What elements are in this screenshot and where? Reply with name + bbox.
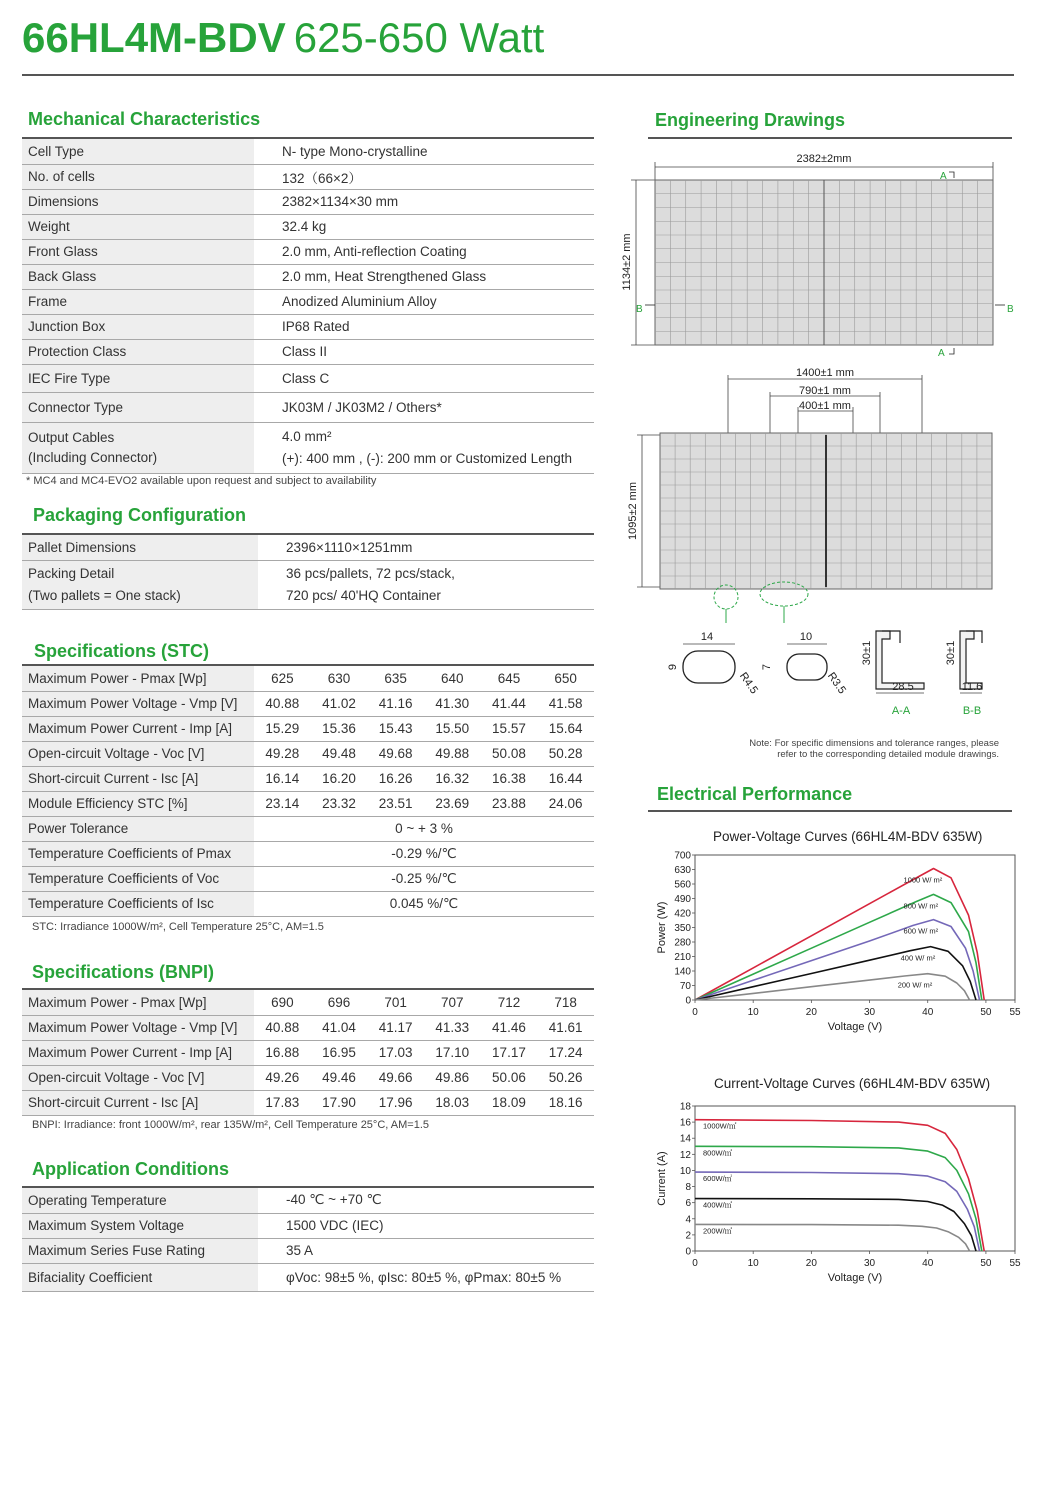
section-arrow [949, 172, 954, 178]
spec-value: 41.16 [367, 691, 424, 716]
y-tick-label: 6 [685, 1198, 691, 1210]
spec-value: 2.0 mm, Heat Strengthened Glass [254, 264, 594, 289]
spec-label: Weight [22, 214, 254, 239]
spec-value: 16.26 [367, 766, 424, 791]
x-tick-label: 10 [747, 1258, 759, 1269]
y-tick-label: 10 [679, 1165, 691, 1177]
spec-value: 50.06 [481, 1065, 538, 1090]
table-row [22, 422, 594, 473]
spec-value: 41.46 [481, 1015, 538, 1040]
table-row [22, 841, 594, 866]
hole2-radius: R3.5 [824, 670, 849, 697]
spec-value: 17.90 [311, 1090, 368, 1115]
frame-bb-label: B-B [962, 705, 982, 717]
section-rule [648, 137, 1012, 139]
bnpi-note: BNPI: Irradiance: front 1000W/m², rear 135W/m², Cell Temperature 25°C, AM=1.5 [32, 1119, 429, 1131]
hole2-height: 7 [761, 663, 773, 671]
y-tick-label: 210 [674, 952, 691, 963]
hole1-height: 9 [667, 663, 679, 671]
spec-value: 630 [311, 666, 368, 691]
spec-value: 41.33 [424, 1015, 481, 1040]
y-tick-label: 4 [685, 1214, 691, 1226]
spec-label: Cell Type [22, 139, 254, 164]
spec-value: 23.14 [254, 791, 311, 816]
spec-value: 696 [311, 990, 368, 1015]
spec-label: Maximum Power Current - Imp [A] [22, 716, 254, 741]
x-tick-label: 20 [805, 1258, 817, 1269]
output-cables-label-1: Output Cables [28, 429, 115, 445]
spec-value: 712 [481, 990, 538, 1015]
table-row [22, 1188, 594, 1213]
spec-value: 49.46 [311, 1065, 368, 1090]
packaging-table [22, 535, 594, 610]
spec-label: Maximum Power Current - Imp [A] [22, 1040, 254, 1065]
spec-value: 49.68 [367, 741, 424, 766]
spec-value: 23.51 [367, 791, 424, 816]
x-tick-label: 55 [1009, 1007, 1021, 1018]
spec-label: Open-circuit Voltage - Voc [V] [22, 741, 254, 766]
spec-value: 17.96 [367, 1090, 424, 1115]
y-axis-label: Current (A) [656, 1151, 668, 1206]
back-dim-1400: 1400±1 mm [795, 367, 855, 379]
table-row [22, 1090, 594, 1115]
table-row [22, 1213, 594, 1238]
spec-label: Maximum Series Fuse Rating [22, 1238, 258, 1263]
spec-value: 16.20 [311, 766, 368, 791]
section-title-bnpi: Specifications (BNPI) [32, 962, 215, 982]
spec-label: No. of cells [22, 164, 254, 189]
spec-value: 15.43 [367, 716, 424, 741]
spec-value: 2.0 mm, Anti-reflection Coating [254, 239, 594, 264]
hole1-width: 14 [700, 631, 714, 643]
spec-value: 17.17 [481, 1040, 538, 1065]
spec-value: 41.02 [311, 691, 368, 716]
section-title-application: Application Conditions [32, 1159, 229, 1179]
table-row [22, 189, 594, 214]
spec-value: 16.95 [311, 1040, 368, 1065]
spec-value: 635 [367, 666, 424, 691]
table-row [22, 535, 594, 560]
table-row [22, 392, 594, 422]
spec-value: 18.03 [424, 1090, 481, 1115]
packing-label-2: (Two pallets = One stack) [28, 587, 181, 603]
table-row [22, 691, 594, 716]
application-table [22, 1188, 594, 1292]
spec-value: 50.28 [537, 741, 594, 766]
x-tick-label: 40 [922, 1258, 934, 1269]
spec-label: Maximum Power Voltage - Vmp [V] [22, 1015, 254, 1040]
spec-value: 0.045 %/℃ [254, 891, 594, 916]
spec-value: 49.28 [254, 741, 311, 766]
spec-value: 23.69 [424, 791, 481, 816]
spec-value: 1500 VDC (IEC) [258, 1213, 594, 1238]
pallet-value: 2396×1110×1251mm [258, 535, 594, 560]
back-dim-400: 400±1 mm [799, 400, 851, 412]
output-cables-value-2: (+): 400 mm , (-): 200 mm or Customized Length [282, 450, 572, 466]
spec-value: Class C [254, 364, 594, 392]
output-cables-label-2: (Including Connector) [28, 449, 158, 465]
x-axis-label: Voltage (V) [827, 1272, 883, 1284]
pv-chart-title: Power-Voltage Curves (66HL4M-BDV 635W) [713, 829, 983, 844]
spec-label: Protection Class [22, 339, 254, 364]
spec-label: Junction Box [22, 314, 254, 339]
spec-value: -0.25 %/℃ [254, 866, 594, 891]
hole2-width: 10 [799, 631, 813, 643]
spec-label: Short-circuit Current - Isc [A] [22, 766, 254, 791]
spec-value: 18.16 [537, 1090, 594, 1115]
table-row [22, 214, 594, 239]
spec-value: 650 [537, 666, 594, 691]
table-row [22, 1238, 594, 1263]
table-row [22, 666, 594, 691]
packing-label [22, 560, 258, 609]
mechanical-note: * MC4 and MC4-EVO2 available upon request and subject to availability [26, 475, 377, 487]
spec-value: -40 ℃ ~ +70 ℃ [258, 1188, 594, 1213]
output-cables-label [22, 422, 254, 473]
spec-label: Module Efficiency STC [%] [22, 791, 254, 816]
spec-value: 2382×1134×30 mm [254, 189, 594, 214]
spec-value: 50.26 [537, 1065, 594, 1090]
spec-value: 16.88 [254, 1040, 311, 1065]
spec-value: 17.83 [254, 1090, 311, 1115]
packing-value-1: 36 pcs/pallets, 72 pcs/stack, [286, 565, 455, 581]
current-voltage-chart [640, 1096, 1030, 1296]
section-marker-a-top: A [940, 171, 947, 182]
series-label: 400W/㎡ [703, 1200, 733, 1210]
y-tick-label: 12 [679, 1149, 691, 1161]
mechanical-table [22, 139, 594, 474]
table-row [22, 1015, 594, 1040]
spec-value: 0 ~ + 3 % [254, 816, 594, 841]
spec-label: Temperature Coefficients of Voc [22, 866, 254, 891]
table-row [22, 990, 594, 1015]
spec-value: 15.36 [311, 716, 368, 741]
spec-value: -0.29 %/℃ [254, 841, 594, 866]
spec-value: 16.38 [481, 766, 538, 791]
series-label: 600W/㎡ [703, 1174, 733, 1184]
section-marker-b-left: B [636, 304, 643, 315]
y-tick-label: 16 [679, 1117, 691, 1129]
x-tick-label: 55 [1009, 1258, 1021, 1269]
iv-chart-title: Current-Voltage Curves (66HL4M-BDV 635W) [714, 1076, 991, 1091]
spec-label: Temperature Coefficients of Isc [22, 891, 254, 916]
y-tick-label: 560 [674, 879, 691, 891]
spec-label: Temperature Coefficients of Pmax [22, 841, 254, 866]
power-range: 625-650 Watt [293, 14, 545, 61]
x-tick-label: 0 [692, 1258, 698, 1269]
spec-value: 718 [537, 990, 594, 1015]
x-tick-label: 40 [922, 1007, 934, 1018]
y-tick-label: 18 [679, 1101, 691, 1113]
x-tick-label: 50 [980, 1258, 992, 1269]
mounting-hole-14x9 [683, 651, 735, 683]
drawing-note-line-1: Note: For specific dimensions and tolerance ranges, please [749, 738, 999, 749]
front-height-label: 1134±2 mm [621, 233, 633, 291]
spec-label: Maximum System Voltage [22, 1213, 258, 1238]
spec-value: 15.57 [481, 716, 538, 741]
output-cables-value-1: 4.0 mm² [282, 428, 332, 444]
spec-value: 49.86 [424, 1065, 481, 1090]
spec-label: Dimensions [22, 189, 254, 214]
spec-value: 625 [254, 666, 311, 691]
spec-value: 41.58 [537, 691, 594, 716]
hole1-radius: R4.5 [736, 670, 761, 697]
series-label: 800W/㎡ [703, 1148, 733, 1158]
spec-label: Maximum Power - Pmax [Wp] [22, 990, 254, 1015]
table-row [22, 289, 594, 314]
table-row [22, 1040, 594, 1065]
table-row [22, 741, 594, 766]
section-marker-a-bottom: A [938, 348, 945, 359]
spec-value: 23.88 [481, 791, 538, 816]
spec-value: 640 [424, 666, 481, 691]
section-arrow [949, 348, 954, 354]
spec-value: 15.50 [424, 716, 481, 741]
y-tick-label: 2 [685, 1230, 691, 1242]
x-tick-label: 20 [805, 1007, 817, 1018]
spec-value: 15.64 [537, 716, 594, 741]
section-marker-b-right: B [1007, 304, 1014, 315]
spec-label: Open-circuit Voltage - Voc [V] [22, 1065, 254, 1090]
y-tick-label: 0 [685, 1246, 691, 1258]
bnpi-table [22, 990, 594, 1116]
spec-value: 49.48 [311, 741, 368, 766]
series-label: 800 W/ m² [903, 901, 939, 911]
spec-label: Connector Type [22, 392, 254, 422]
drawing-note-line-2: refer to the corresponding detailed module drawings. [777, 749, 999, 760]
spec-value: 41.44 [481, 691, 538, 716]
spec-value: 707 [424, 990, 481, 1015]
spec-value: φVoc: 98±5 %, φIsc: 80±5 %, φPmax: 80±5 % [258, 1263, 594, 1291]
spec-value: 16.44 [537, 766, 594, 791]
frame-bb-width: 11.6 [961, 681, 983, 693]
spec-value: 645 [481, 666, 538, 691]
table-row [22, 1065, 594, 1090]
table-row [22, 866, 594, 891]
spec-value: 49.26 [254, 1065, 311, 1090]
engineering-drawing [610, 145, 1030, 765]
mounting-hole-10x7 [787, 654, 827, 680]
spec-label: Operating Temperature [22, 1188, 258, 1213]
table-row [22, 816, 594, 841]
frame-aa-width: 28.5 [892, 681, 914, 693]
model-name: 66HL4M-BDV [22, 14, 286, 61]
spec-value: 132（66×2） [254, 164, 594, 189]
series-label: 1000W/㎡ [703, 1121, 737, 1131]
spec-value: 35 A [258, 1238, 594, 1263]
spec-value: Anodized Aluminium Alloy [254, 289, 594, 314]
spec-value: 16.14 [254, 766, 311, 791]
packing-label-1: Packing Detail [28, 565, 115, 581]
spec-value: 50.08 [481, 741, 538, 766]
section-title-packaging: Packaging Configuration [33, 505, 247, 525]
spec-value: 17.10 [424, 1040, 481, 1065]
spec-value: 16.32 [424, 766, 481, 791]
table-row [22, 139, 594, 164]
spec-value: 41.17 [367, 1015, 424, 1040]
table-row [22, 766, 594, 791]
spec-label: Power Tolerance [22, 816, 254, 841]
y-tick-label: 420 [674, 908, 691, 920]
section-title-engineering: Engineering Drawings [655, 110, 846, 130]
frame-aa-height: 30±1 [861, 640, 873, 666]
spec-value: 18.09 [481, 1090, 538, 1115]
table-row [22, 891, 594, 916]
stc-note: STC: Irradiance 1000W/m², Cell Temperature 25°C, AM=1.5 [32, 921, 324, 933]
x-tick-label: 30 [863, 1007, 876, 1018]
spec-value: 49.88 [424, 741, 481, 766]
power-voltage-chart [640, 845, 1030, 1040]
y-tick-label: 14 [679, 1133, 691, 1145]
spec-label: Front Glass [22, 239, 254, 264]
table-row [22, 339, 594, 364]
page-title [22, 14, 544, 62]
table-row [22, 791, 594, 816]
spec-label: Bifaciality Coefficient [22, 1263, 258, 1291]
series-label: 200W/㎡ [703, 1226, 733, 1236]
y-axis-label: Power (W) [656, 901, 668, 954]
spec-value: 701 [367, 990, 424, 1015]
x-tick-label: 30 [863, 1258, 876, 1269]
frame-bb-height: 30±1 [945, 640, 957, 666]
series-label: 600 W/ m² [903, 926, 939, 936]
spec-label: Maximum Power - Pmax [Wp] [22, 666, 254, 691]
x-tick-label: 0 [692, 1007, 698, 1018]
packing-value-2: 720 pcs/ 40'HQ Container [286, 587, 441, 603]
y-tick-label: 140 [674, 966, 691, 978]
title-divider [22, 74, 1014, 76]
spec-value: JK03M / JK03M2 / Others* [254, 392, 594, 422]
table-row [22, 364, 594, 392]
spec-label: Frame [22, 289, 254, 314]
packing-value [258, 560, 594, 609]
output-cables-value [254, 422, 594, 473]
spec-value: 49.66 [367, 1065, 424, 1090]
section-title-electrical: Electrical Performance [657, 784, 853, 804]
spec-value: 41.04 [311, 1015, 368, 1040]
table-row [22, 264, 594, 289]
y-tick-label: 700 [674, 850, 691, 862]
frame-aa-label: A-A [891, 705, 911, 717]
section-title-mechanical: Mechanical Characteristics [28, 109, 261, 129]
table-row [22, 1263, 594, 1291]
y-tick-label: 70 [679, 981, 691, 992]
spec-value: 32.4 kg [254, 214, 594, 239]
spec-label: Short-circuit Current - Isc [A] [22, 1090, 254, 1115]
spec-value: 24.06 [537, 791, 594, 816]
section-rule [648, 810, 1012, 812]
stc-table [22, 666, 594, 917]
spec-value: 17.24 [537, 1040, 594, 1065]
x-tick-label: 10 [747, 1007, 759, 1018]
spec-value: 41.61 [537, 1015, 594, 1040]
spec-value: 41.30 [424, 691, 481, 716]
back-height-label: 1095±2 mm [627, 481, 639, 541]
y-tick-label: 490 [674, 894, 691, 905]
table-row [22, 560, 594, 609]
y-tick-label: 0 [685, 995, 691, 1007]
spec-value: IP68 Rated [254, 314, 594, 339]
spec-value: 690 [254, 990, 311, 1015]
table-row [22, 314, 594, 339]
series-label: 400 W/ m² [900, 953, 936, 963]
spec-label: IEC Fire Type [22, 364, 254, 392]
x-axis-label: Voltage (V) [827, 1021, 883, 1033]
table-row [22, 716, 594, 741]
y-tick-label: 280 [674, 937, 691, 949]
spec-label: Back Glass [22, 264, 254, 289]
series-label: 1000 W/ m² [903, 875, 943, 885]
table-row [22, 239, 594, 264]
x-tick-label: 50 [980, 1007, 992, 1018]
back-dim-790: 790±1 mm [799, 385, 851, 397]
spec-value: 23.32 [311, 791, 368, 816]
table-row [22, 164, 594, 189]
y-tick-label: 630 [674, 865, 691, 876]
pallet-label: Pallet Dimensions [22, 535, 258, 560]
y-tick-label: 8 [685, 1182, 691, 1194]
series-label: 200 W/ m² [897, 980, 933, 990]
section-title-stc: Specifications (STC) [34, 641, 210, 661]
spec-value: 15.29 [254, 716, 311, 741]
spec-value: 17.03 [367, 1040, 424, 1065]
spec-value: Class II [254, 339, 594, 364]
spec-value: N- type Mono-crystalline [254, 139, 594, 164]
spec-label: Maximum Power Voltage - Vmp [V] [22, 691, 254, 716]
front-width-label: 2382±2mm [796, 153, 852, 165]
spec-value: 40.88 [254, 691, 311, 716]
spec-value: 40.88 [254, 1015, 311, 1040]
y-tick-label: 350 [674, 923, 691, 934]
